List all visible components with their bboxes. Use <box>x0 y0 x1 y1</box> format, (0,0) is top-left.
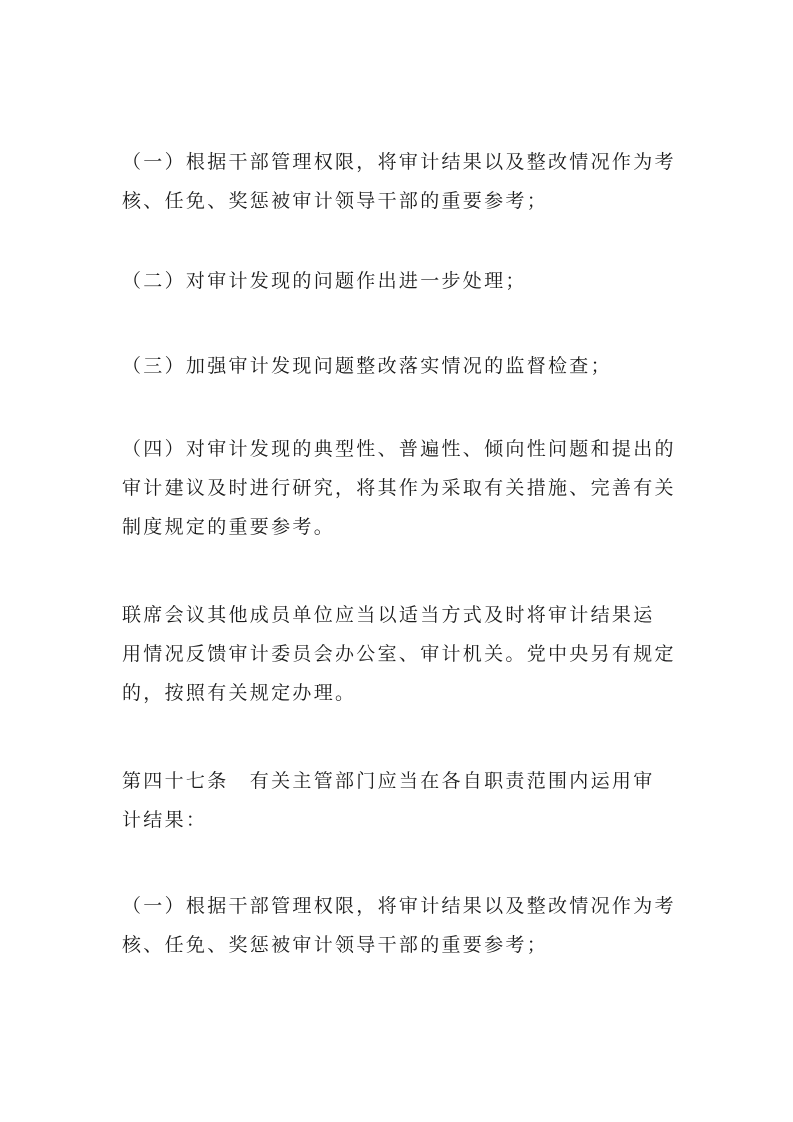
text-line: （三）加强审计发现问题整改落实情况的监督检查； <box>122 355 612 377</box>
text-line: 的，按照有关规定办理。 <box>122 682 357 704</box>
text-line: （一）根据干部管理权限，将审计结果以及整改情况作为考 <box>122 151 676 173</box>
text-line: 制度规定的重要参考。 <box>122 516 336 538</box>
paragraph-linkage-meeting <box>122 596 682 713</box>
text-line: 第四十七条 有关主管部门应当在各自职责范围内运用审 <box>122 770 655 792</box>
text-line: 计结果： <box>122 809 208 831</box>
text-line: （二）对审计发现的问题作出进一步处理； <box>122 270 527 292</box>
paragraph-item-1-repeat <box>122 887 682 965</box>
paragraph-item-2 <box>122 262 682 301</box>
paragraph-item-4 <box>122 430 682 547</box>
paragraph-item-3 <box>122 347 682 386</box>
text-line: （四）对审计发现的典型性、普遍性、倾向性问题和提出的 <box>122 438 676 460</box>
paragraph-item-1 <box>122 143 682 221</box>
article-47 <box>122 762 682 840</box>
text-line: 审计建议及时进行研究，将其作为采取有关措施、完善有关 <box>122 477 676 499</box>
text-line: 核、任免、奖惩被审计领导干部的重要参考； <box>122 934 549 956</box>
text-line: （一）根据干部管理权限，将审计结果以及整改情况作为考 <box>122 895 676 917</box>
text-line: 用情况反馈审计委员会办公室、审计机关。党中央另有规定 <box>122 643 676 665</box>
text-line: 核、任免、奖惩被审计领导干部的重要参考； <box>122 190 549 212</box>
text-line: 联席会议其他成员单位应当以适当方式及时将审计结果运 <box>122 604 655 626</box>
